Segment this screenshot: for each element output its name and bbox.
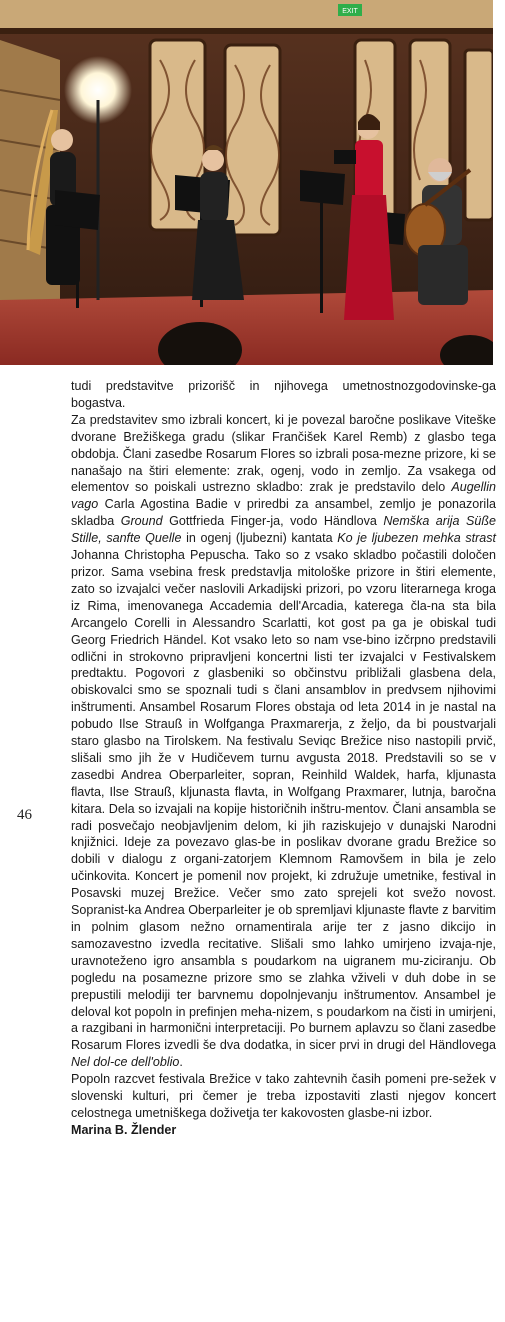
- paragraph-conclusion: Popoln razcvet festivala Brežice v tako zahtevnih časih pomeni pre-sežek v slovenski kulturi, pri čemer je treba izpostaviti zlasti njegov koncert celostnega umetniškega doživetja ter kakovosten glasbe-ni izbor.: [71, 1072, 496, 1120]
- concert-photo-icon: [0, 0, 493, 365]
- article-body: [71, 378, 496, 1139]
- paragraph-intro: tudi predstavitve prizorišč in njihovega umetnostnozgodovinske-ga bogastva.: [71, 379, 496, 410]
- work-title: Nemška arija Süße Stille, sanfte Quelle: [71, 514, 496, 546]
- work-title: Ground: [120, 514, 163, 529]
- work-title: Nel dol-ce dell'oblio: [71, 1055, 180, 1070]
- concert-photo: [0, 0, 493, 365]
- svg-text:EXIT: EXIT: [342, 8, 358, 15]
- paragraph-main: Za predstavitev smo izbrali koncert, ki je povezal baročne poslikave Viteške dvorane Brežiškega gradu (slikar Frančišek Karel Remb) z glasbo tega obdobja. Člani zasedbe Rosarum Flores so izbrali posa-mezne prizore, ki se nanašajo na štiri elemente: zrak, ogenj, vodo in zemljo. Za vsakega od elementov so poiskali ustrezno skladbo: zrak je predstavilo delo Augellin vago Carla Agostina Badie v priredbi za ansambel, zemljo je ponazorila skladba Ground Gottfrieda Finger-ja, vodo Händlova Nemška arija Süße Stille, sanfte Quelle in ogenj (ljubezni) kantata Ko je ljubezen mehka strast Johanna Christopha Pepuscha. Tako so z vsako skladbo počastili določen prizor. Sama vsebina fresk predstavlja mitološke prizore in štiri elemente, zato so izvajalci večer naslovili Arkadijski prizori, po vzoru literarnega kroga iz Rima, imenovanega Accademia dell'Arcadia, katerega čla-na sta bila Arcangelo Corelli in Alessandro Scarlatti, kot gost pa ga je obiskal tudi Georg Friedrich Händel. Kot vsako leto so nam vse-bino izčrpno predstavili odlični in strokovno pripravljeni koncertni listi ter izvajalci v Festivalskem predtaktu. Pogovori z glasbeniki so občinstvu približali glasbena dela, obiskovalci smo se spoznali tudi s člani ansamblov in predvsem njihovimi inštrumenti. Ansambel Rosarum Flores obstaja od leta 2014 in je nastal na pobudo Ilse Strauß in Wolfganga Praxmarerja, z željo, da bi poustvarjali staro glasbo na Tirolskem. Na festivalu Seviqc Brežice niso nastopili prvič, slišali smo jih že v Hudičevem turnu avgusta 2018. Predstavili so se v zasedbi Andrea Oberparleiter, sopran, Reinhild Waldek, harfa, kljunasta flavta, Ilse Strauß, kljunasta flavta, in Wolfgang Praxmarer, lutnja, baročna kitara. Dela so izvajali na kopije historičnih inštru-mentov. Člani ansambla se radi posvečajo neobjavljenim delom, ki jih raziskujejo v dunajski Narodni knjižnici. Ideje za povezavo glas-be in poslikav dvorane gradu Brežice so dobili v dialogu z organi-zatorjem Klemnom Ramovšem in bila je zelo učinkovita. Koncert je pomenil nov projekt, ki združuje umetnike, festival in Posavski muzej Brežice. Večer smo zato sprejeli kot svežo novost. Sopranist-ka Andrea Oberparleiter je ob spremljavi kljunaste flavte z barvitim in polnim glasom nežno ornamentirala arije ter z jasno dikcijo in samozavestno izvedla recitative. Slišali smo lahko umirjeno izvaja-nje, uravnoteženo igro ansambla s poudarkom na uigranem mu-ziciranju. Ob pogledu na posamezne prizore smo se zlahka vživeli v duh dobe in se prepustili melodiji ter barvnemu dopolnjevanju inštrumentov. Ansambel je deloval kot popoln in prefinjen meha-nizem, s poudarkom na čisti in umirjeni, a razgibani in harmonični interpretaciji. Po burnem aplavzu so člani zasedbe Rosarum Flores izvedli še dva dodatka, in sicer prvi in drugi del Händlovega Nel dol-ce dell'oblio.: [71, 412, 496, 1070]
- page-number: 46: [17, 807, 32, 823]
- author-byline: Marina B. Žlender: [71, 1122, 177, 1137]
- work-title: Augellin vago: [71, 480, 496, 512]
- work-title: Ko je ljubezen mehka strast: [337, 531, 496, 546]
